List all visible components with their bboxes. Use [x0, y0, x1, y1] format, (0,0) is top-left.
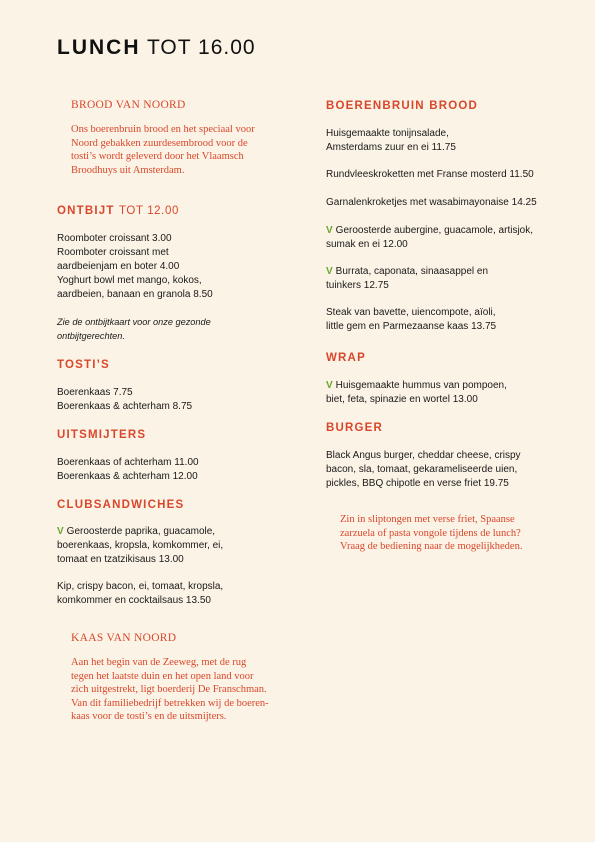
page-title-time: TOT 16.00 — [146, 36, 256, 59]
ontbijt-time: TOT 12.00 — [119, 205, 179, 217]
menu-item: Rundvleeskroketten met Franse mosterd 11.50 — [326, 169, 534, 180]
uitsmijters-title: UITSMIJTERS — [57, 429, 147, 441]
promo-section — [340, 513, 580, 554]
menu-item: Roomboter croissant 3.00 — [57, 233, 172, 244]
clubsandwiches-section — [57, 499, 302, 608]
menu-item: Boerenkaas 7.75 — [57, 387, 133, 398]
kaas-van-noord-text: Aan het begin van de Zeeweg, met de rug tegen het laatste duin en het open land voor zich uitgestrekt, ligt boerderij De Franschman. Van dit familiebedrijf betrekken wij de boeren- kaas voor de tosti’s en de uitsmijters. — [71, 657, 269, 723]
page-title-bold: LUNCH — [57, 36, 141, 59]
brood-van-noord-text: Ons boerenbruin brood en het speciaal voor Noord gebakken zuurdesembrood voor de tosti’s wordt geleverd door het Vlaamsch Broodhuys uit Amsterdam. — [71, 124, 255, 176]
burger-title: BURGER — [326, 422, 384, 434]
menu-item-text: Burrata, caponata, sinaasappel en tuinkers 12.75 — [326, 266, 489, 291]
brood-van-noord-title: BROOD VAN NOORD — [71, 99, 186, 111]
brood-van-noord-section — [71, 99, 311, 177]
menu-item-vegetarian — [57, 525, 302, 567]
menu-item: Boerenkaas & achterham 12.00 — [57, 471, 198, 482]
menu-item-vegetarian — [326, 379, 576, 407]
menu-item: Steak van bavette, uiencompote, aïoli, little gem en Parmezaanse kaas 13.75 — [326, 307, 497, 332]
menu-item: Kip, crispy bacon, ei, tomaat, kropsla, komkommer en cocktailsaus 13.50 — [57, 581, 224, 606]
menu-item-vegetarian — [326, 224, 576, 252]
vegetarian-icon: V — [57, 526, 64, 537]
vegetarian-icon: V — [326, 225, 333, 236]
menu-item: Roomboter croissant met aardbeienjam en boter 4.00 — [57, 247, 180, 272]
ontbijt-section — [57, 205, 302, 343]
ontbijt-heading — [57, 205, 302, 217]
menu-item-text: Geroosterde paprika, guacamole, boerenkaas, kropsla, komkommer, ei, tomaat en tzatzikisaus 13.00 — [57, 526, 224, 565]
vegetarian-icon: V — [326, 266, 333, 277]
boerenbruin-title: BOERENBRUIN BROOD — [326, 100, 479, 112]
kaas-van-noord-title: KAAS VAN NOORD — [71, 632, 177, 644]
menu-item: Boerenkaas of achterham 11.00 — [57, 457, 199, 468]
vegetarian-icon: V — [326, 380, 333, 391]
tostis-title: TOSTI’S — [57, 359, 110, 371]
kaas-van-noord-section — [71, 632, 311, 724]
menu-item-text: Huisgemaakte hummus van pompoen, biet, feta, spinazie en wortel 13.00 — [326, 380, 507, 405]
ontbijt-note: Zie de ontbijtkaart voor onze gezonde ontbijtgerechten. — [57, 317, 211, 341]
menu-item-vegetarian — [326, 265, 576, 293]
burger-section — [326, 422, 576, 491]
promo-text: Zin in sliptongen met verse friet, Spaanse zarzuela of pasta vongole tijdens de lunch? Vraag de bediening naar de mogelijkheden. — [340, 514, 523, 553]
menu-item: Yoghurt bowl met mango, kokos, aardbeien, banaan en granola 8.50 — [57, 275, 213, 300]
menu-item: Huisgemaakte tonijnsalade, Amsterdams zuur en ei 11.75 — [326, 128, 456, 153]
menu-item: Black Angus burger, cheddar cheese, crispy bacon, sla, tomaat, gekarameliseerde uien, pickles, BBQ chipotle en verse friet 19.75 — [326, 450, 521, 489]
wrap-title: WRAP — [326, 352, 366, 364]
wrap-section — [326, 352, 576, 407]
page-title — [57, 36, 256, 60]
ontbijt-title: ONTBIJT — [57, 205, 115, 217]
menu-item: Garnalenkroketjes met wasabimayonaise 14.25 — [326, 197, 537, 208]
boerenbruin-section — [326, 100, 576, 334]
menu-item-text: Geroosterde aubergine, guacamole, artisjok, sumak en ei 12.00 — [326, 225, 534, 250]
tostis-section — [57, 359, 302, 414]
uitsmijters-section — [57, 429, 302, 484]
menu-item: Boerenkaas & achterham 8.75 — [57, 401, 193, 412]
clubsandwiches-title: CLUBSANDWICHES — [57, 499, 185, 511]
